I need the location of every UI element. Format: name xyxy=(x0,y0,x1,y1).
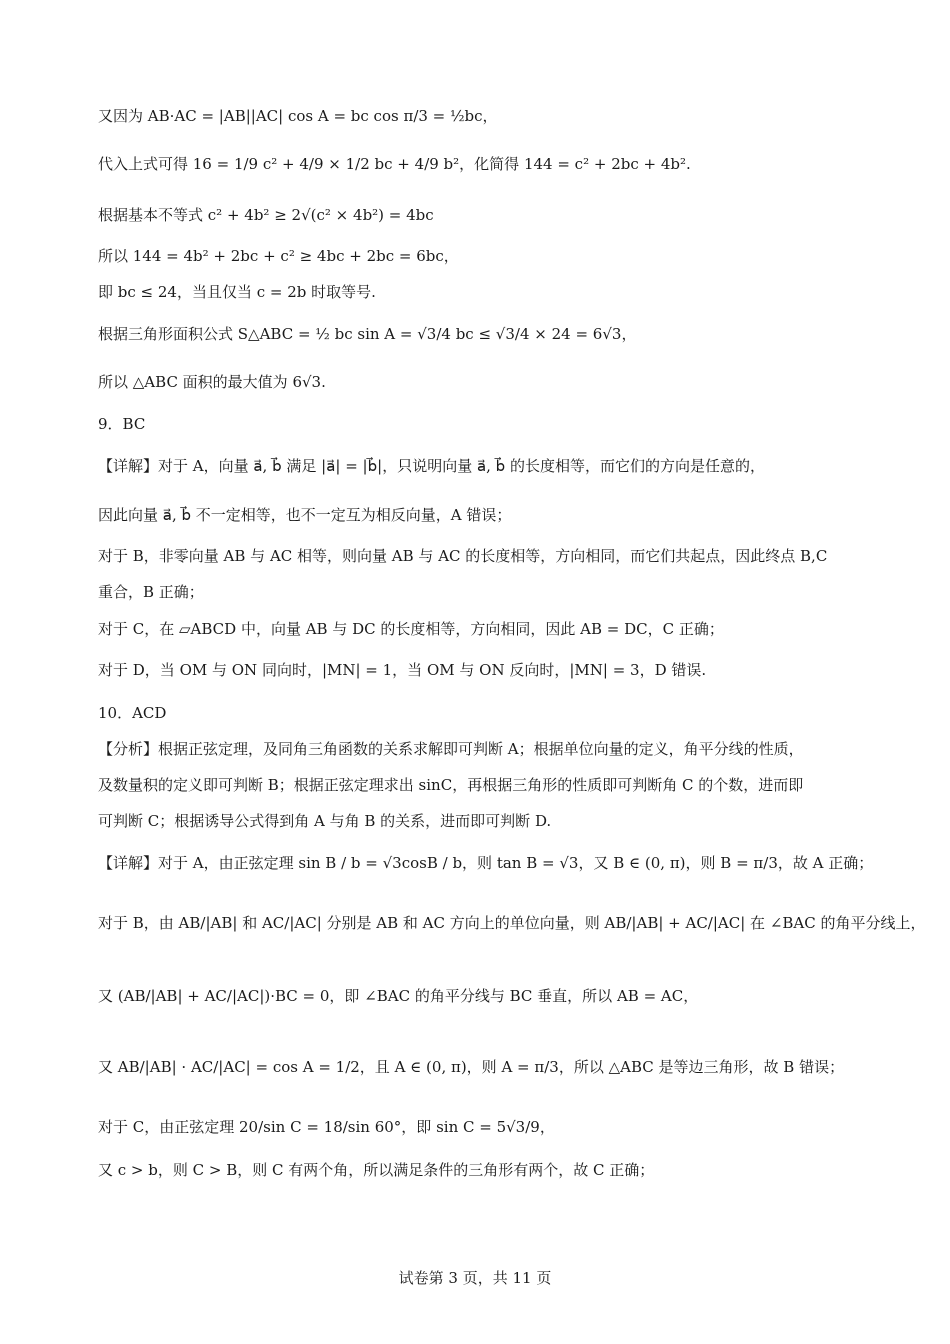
text-line: 对于 D，当 OM 与 ON 同向时，|MN| = 1，当 OM 与 ON 反向时，|MN| = 3，D 错误. xyxy=(98,661,707,679)
text-line: 又 AB/|AB| · AC/|AC| = cos A = 1/2，且 A ∈ (0, π)，则 A = π/3，所以 △ABC 是等边三角形，故 B 错误； xyxy=(98,1058,845,1076)
text-line: 【详解】对于 A，向量 a⃗, b⃗ 满足 |a⃗| = |b⃗|，只说明向量 a⃗, b⃗ 的长度相等，而它们的方向是任意的， xyxy=(98,457,765,475)
text-line: 即 bc ≤ 24，当且仅当 c = 2b 时取等号. xyxy=(98,283,376,301)
section-number: 10．ACD xyxy=(98,704,167,722)
text-line: 代入上式可得 16 = 1/9 c² + 4/9 × 1/2 bc + 4/9 b²，化简得 144 = c² + 2bc + 4b². xyxy=(98,155,691,173)
text-line: 及数量积的定义即可判断 B；根据正弦定理求出 sinC，再根据三角形的性质即可判断角 C 的个数，进而即 xyxy=(98,776,804,794)
text-line: 根据基本不等式 c² + 4b² ≥ 2√(c² × 4b²) = 4bc xyxy=(98,206,434,224)
text-line: 根据三角形面积公式 S△ABC = ½ bc sin A = √3/4 bc ≤ √3/4 × 24 = 6√3， xyxy=(98,325,637,343)
text-line: 【分析】根据正弦定理，及同角三角函数的关系求解即可判断 A；根据单位向量的定义，角平分线的性质， xyxy=(98,740,804,758)
text-line: 又 (AB/|AB| + AC/|AC|)·BC = 0，即 ∠BAC 的角平分线与 BC 垂直，所以 AB = AC， xyxy=(98,987,699,1005)
text-line: 又 c > b，则 C > B，则 C 有两个角，所以满足条件的三角形有两个，故 C 正确； xyxy=(98,1161,655,1179)
text-line: 又因为 AB·AC = |AB||AC| cos A = bc cos π/3 = ½bc， xyxy=(98,107,498,125)
text-line: 因此向量 a⃗, b⃗ 不一定相等，也不一定互为相反向量，A 错误； xyxy=(98,506,512,524)
text-line: 【详解】对于 A，由正弦定理 sin B / b = √3cosB / b，则 tan B = √3，又 B ∈ (0, π)，则 B = π/3，故 A 正确； xyxy=(98,854,874,872)
text-line: 重合，B 正确； xyxy=(98,583,204,601)
text-line: 可判断 C；根据诱导公式得到角 A 与角 B 的关系，进而即可判断 D. xyxy=(98,812,552,830)
text-line: 对于 C，在 ▱ABCD 中，向量 AB 与 DC 的长度相等，方向相同，因此 AB = DC，C 正确； xyxy=(98,620,724,638)
text-line: 对于 B，非零向量 AB 与 AC 相等，则向量 AB 与 AC 的长度相等，方向相同，而它们共起点，因此终点 B,C xyxy=(98,547,828,565)
text-line: 所以 144 = 4b² + 2bc + c² ≥ 4bc + 2bc = 6bc， xyxy=(98,247,459,265)
text-line: 所以 △ABC 面积的最大值为 6√3. xyxy=(98,373,326,391)
page-footer: 试卷第 3 页，共 11 页 xyxy=(398,1269,552,1287)
section-number: 9．BC xyxy=(98,415,146,433)
text-line: 对于 B，由 AB/|AB| 和 AC/|AC| 分别是 AB 和 AC 方向上的单位向量，则 AB/|AB| + AC/|AC| 在 ∠BAC 的角平分线上， xyxy=(98,914,926,932)
text-line: 对于 C，由正弦定理 20/sin C = 18/sin 60°，即 sin C = 5√3/9， xyxy=(98,1118,555,1136)
